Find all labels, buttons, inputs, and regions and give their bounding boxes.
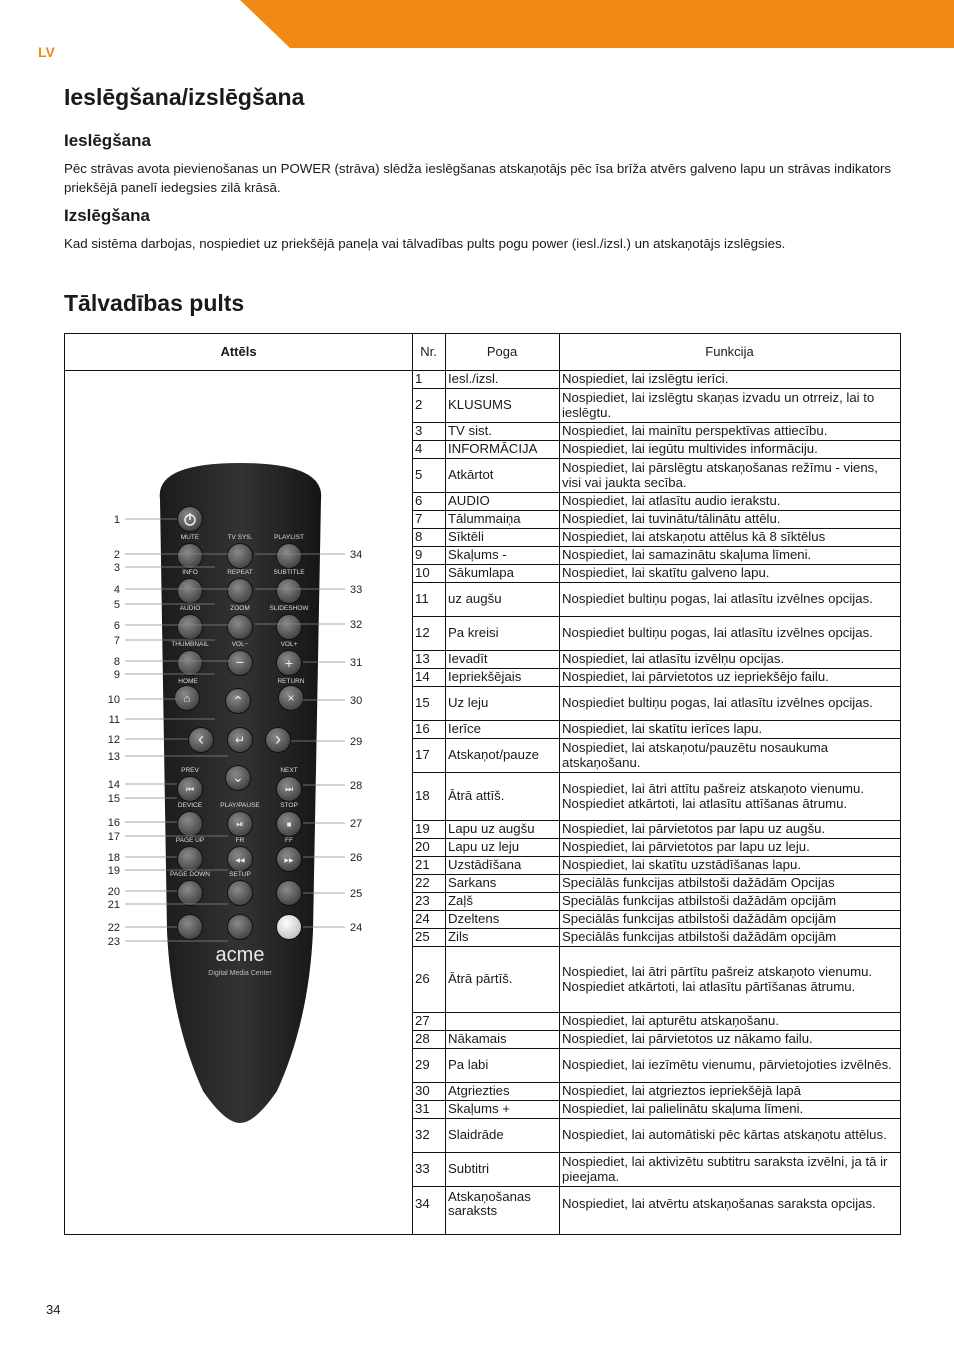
callout-right-29: 29	[350, 736, 363, 748]
row-button: Ievadīt	[448, 651, 488, 667]
row-nr: 21	[415, 857, 430, 873]
row-button: Slaidrāde	[448, 1127, 504, 1143]
row-button: Sīktēli	[448, 529, 484, 545]
remote-label-thumbnail: THUMBNAIL	[171, 641, 209, 648]
row-nr: 7	[415, 511, 423, 527]
remote-label-slideshow: SLIDESHOW	[269, 605, 309, 612]
plus-icon: +	[284, 655, 294, 671]
table-row	[412, 739, 900, 773]
row-function: Nospiediet, lai atlasītu audio ierakstu.	[562, 493, 781, 509]
row-function: Nospiediet, lai izslēgtu skaņas izvadu un otrreiz, lai to ieslēgtu.	[562, 390, 875, 420]
row-nr: 3	[415, 423, 423, 439]
row-function: Nospiediet, lai mainītu perspektīvas attiecību.	[562, 423, 828, 439]
row-button: Skaļums +	[448, 1101, 510, 1117]
row-function: Nospiediet, lai skatītu ierīces lapu.	[562, 721, 763, 737]
header-nr: Nr.	[420, 344, 437, 359]
model-name: Digital Media Center	[208, 970, 272, 977]
row-button: INFORMĀCIJA	[448, 441, 538, 457]
row-function: Nospiediet, lai palielinātu skaļuma līmeni.	[562, 1101, 804, 1117]
table-row	[412, 1153, 900, 1187]
table-row	[412, 371, 900, 389]
row-nr: 12	[415, 625, 430, 641]
remote-title: Tālvadības pults	[64, 290, 245, 316]
callout-left-2: 2	[113, 549, 120, 561]
table-row	[412, 1101, 900, 1119]
remote-button-yellow	[277, 915, 302, 940]
row-nr: 30	[415, 1083, 430, 1099]
remote-button-audio	[178, 615, 203, 640]
row-function: Speciālās funkcijas atbilstoši dažādām Opcijas	[562, 875, 835, 891]
remote-control-illustration	[65, 371, 412, 1235]
callout-left-15: 15	[107, 793, 120, 805]
row-button: Atgriezties	[448, 1083, 510, 1099]
table-row	[412, 617, 900, 651]
table-row	[412, 669, 900, 687]
remote-label-device: DEVICE	[177, 802, 203, 809]
table-row	[412, 493, 900, 511]
callout-left-11: 11	[108, 714, 120, 726]
row-function: Nospiediet, lai pārvietotos par lapu uz leju.	[562, 839, 810, 855]
remote-label-return: RETURN	[277, 678, 305, 685]
row-button: Atkārtot	[448, 467, 494, 483]
table-row	[412, 929, 900, 947]
remote-label-next: NEXT	[280, 767, 298, 774]
row-nr: 22	[415, 875, 430, 891]
row-nr: 34	[415, 1195, 430, 1211]
table-row	[412, 1049, 900, 1083]
callout-left-12: 12	[107, 734, 120, 746]
table-row	[412, 893, 900, 911]
remote-label-fr: FR	[235, 837, 245, 844]
row-nr: 24	[415, 911, 430, 927]
row-function: Nospiediet, lai pārvietotos uz iepriekšējo failu.	[562, 669, 829, 685]
callout-left-1: 1	[113, 514, 120, 526]
row-function: Nospiediet, lai atskaņotu attēlus kā 8 sīktēlus	[562, 529, 826, 545]
row-button: Lapu uz augšu	[448, 821, 535, 837]
header-button: Poga	[486, 344, 518, 359]
row-button: Uzstādīšana	[448, 857, 522, 873]
row-nr: 26	[415, 971, 430, 987]
callout-right-24: 24	[350, 922, 363, 934]
row-function: Nospiediet bultiņu pogas, lai atlasītu izvēlnes opcijas.	[562, 591, 873, 607]
next-icon: ⏭	[284, 784, 294, 794]
header-picture: Attēls	[220, 344, 257, 359]
row-nr: 2	[415, 397, 423, 413]
table-row	[412, 1013, 900, 1031]
table-row	[412, 583, 900, 617]
enter-icon: ↵	[234, 733, 246, 747]
row-nr: 13	[415, 651, 430, 667]
remote-label-repeat: REPEAT	[227, 569, 253, 576]
table-row	[412, 687, 900, 721]
remote-button-red	[178, 915, 203, 940]
table-row	[412, 441, 900, 459]
row-button: Nākamais	[448, 1031, 507, 1047]
row-button: Skaļums -	[448, 547, 507, 563]
callout-right-32: 32	[350, 619, 363, 631]
row-nr: 4	[415, 441, 423, 457]
row-nr: 6	[415, 493, 423, 509]
row-nr: 15	[415, 695, 430, 711]
row-nr: 1	[415, 371, 423, 387]
row-button: Sākumlapa	[448, 565, 514, 581]
table-row	[412, 529, 900, 547]
callout-left-22: 22	[107, 922, 120, 934]
row-button: Uz leju	[448, 695, 489, 711]
row-function: Nospiediet, lai izslēgtu ierīci.	[562, 371, 729, 387]
remote-button-green	[228, 915, 253, 940]
play-pause-icon: ⏯	[236, 819, 244, 829]
row-function: Nospiediet, lai iegūtu multivides informāciju.	[562, 441, 818, 457]
section-text-off: Kad sistēma darbojas, nospiediet uz priekšējā paneļa vai tālvadības pults pogu power (iesl./izsl.) un atskaņotājs izslēgsies.	[64, 236, 786, 251]
remote-label-tvsys: TV SYS.	[227, 534, 253, 541]
table-row	[412, 947, 900, 1013]
row-button: Pa labi	[448, 1057, 489, 1073]
callout-right-30: 30	[350, 695, 363, 707]
row-function: Nospiediet, lai atvērtu atskaņošanas saraksta opcijas.	[562, 1195, 876, 1211]
table-row	[412, 875, 900, 893]
fast-forward-icon: ▶▶	[284, 858, 294, 864]
callout-left-13: 13	[107, 751, 120, 763]
row-function: Nospiediet, lai atlasītu izvēlņu opcijas.	[562, 651, 785, 667]
row-nr: 20	[415, 839, 430, 855]
callout-right-33: 33	[350, 584, 363, 596]
row-button: KLUSUMS	[448, 397, 512, 413]
callout-left-6: 6	[113, 620, 120, 632]
callout-right-28: 28	[350, 780, 363, 792]
remote-label-pagedown: PAGE DOWN	[170, 871, 210, 878]
callout-left-23: 23	[107, 936, 120, 948]
row-button	[445, 1013, 559, 1030]
row-nr: 11	[415, 591, 429, 607]
callout-right-34: 34	[350, 549, 363, 561]
remote-label-setup: SETUP	[229, 871, 251, 878]
row-nr: 10	[415, 565, 430, 581]
row-function: Nospiediet, lai skatītu uzstādīšanas lapu.	[562, 857, 801, 873]
right-arrow-icon: ›	[275, 729, 281, 749]
remote-label-playlist: PLAYLIST	[274, 534, 304, 541]
row-nr: 33	[415, 1161, 430, 1177]
prev-icon: ⏮	[185, 784, 195, 794]
row-nr: 14	[415, 669, 430, 685]
remote-button-zoom	[228, 615, 253, 640]
callout-left-21: 21	[107, 899, 120, 911]
page-title: Ieslēgšana/izslēgšana	[64, 84, 305, 110]
table-row	[412, 857, 900, 875]
callout-left-19: 19	[107, 865, 120, 877]
table-row	[412, 1031, 900, 1049]
row-function: Nospiediet bultiņu pogas, lai atlasītu izvēlnes opcijas.	[562, 625, 873, 641]
row-button: Zaļš	[448, 893, 473, 909]
remote-label-home: HOME	[178, 678, 198, 685]
return-icon: ×	[287, 691, 295, 705]
row-function: Speciālās funkcijas atbilstoši dažādām opcijām	[562, 893, 837, 909]
remote-button-device	[178, 812, 203, 837]
row-nr: 17	[415, 747, 430, 763]
row-function: Nospiediet, lai atskaņotu/pauzētu nosaukuma atskaņošanu.	[562, 740, 829, 770]
section-heading-on: Ieslēgšana	[64, 131, 151, 150]
row-button: uz augšu	[448, 591, 502, 607]
row-function: Speciālās funkcijas atbilstoši dažādām opcijām	[562, 911, 837, 927]
row-button: Subtitri	[448, 1161, 490, 1177]
header-function: Funkcija	[705, 344, 754, 359]
remote-button-playlist	[277, 544, 302, 569]
row-function: Nospiediet, lai pārvietotos par lapu uz augšu.	[562, 821, 826, 837]
row-function: Nospiediet, lai apturētu atskaņošanu.	[562, 1013, 780, 1029]
remote-button-pageup	[178, 847, 203, 872]
left-arrow-icon: ‹	[198, 729, 204, 749]
section-heading-off: Izslēgšana	[64, 206, 150, 225]
remote-button-blank	[277, 881, 302, 906]
row-button: TV sist.	[448, 423, 492, 439]
row-function: Nospiediet, lai tuvinātu/tālinātu attēlu.	[562, 511, 781, 527]
table-row	[412, 511, 900, 529]
row-button: Ātrā attīš.	[448, 788, 505, 804]
remote-label-zoom: ZOOM	[230, 605, 250, 612]
row-function: Nospiediet bultiņu pogas, lai atlasītu izvēlnes opcijas.	[562, 695, 873, 711]
row-function: Nospiediet, lai ātri attītu pašreiz atskaņoto vienumu. Nospiediet atkārtoti, lai atlasītu attīšanas ātrumu.	[562, 781, 865, 811]
row-nr: 31	[415, 1101, 430, 1117]
row-button: Sarkans	[448, 875, 497, 891]
callout-left-5: 5	[113, 599, 120, 611]
table-row	[412, 821, 900, 839]
up-arrow-icon: ⌃	[232, 693, 244, 709]
table-row	[412, 459, 900, 493]
callout-left-17: 17	[107, 831, 120, 843]
callout-right-31: 31	[350, 657, 363, 669]
callout-left-20: 20	[107, 886, 120, 898]
down-arrow-icon: ⌄	[232, 769, 244, 785]
row-function: Nospiediet, lai pārvietotos uz nākamo failu.	[562, 1031, 813, 1047]
table-row	[412, 1083, 900, 1101]
callout-right-27: 27	[350, 818, 363, 830]
row-nr: 29	[415, 1057, 430, 1073]
minus-icon: −	[235, 654, 245, 670]
rewind-icon: ◀◀	[235, 858, 245, 864]
row-function: Nospiediet, lai atgrieztos iepriekšējā lapā	[562, 1083, 801, 1099]
remote-button-setup	[228, 881, 253, 906]
row-function: Nospiediet, lai ātri pārtītu pašreiz atskaņoto vienumu. Nospiediet atkārtoti, lai atlasītu pārtīšanas ātrumu.	[562, 964, 873, 994]
row-button: Dzeltens	[448, 911, 500, 927]
row-button: Iepriekšējais	[448, 669, 522, 685]
row-nr: 23	[415, 893, 430, 909]
remote-label-voldown: VOL−	[231, 641, 249, 648]
row-function: Nospiediet, lai pārslēgtu atskaņošanas režīmu - viens, visi vai jaukta secība.	[562, 460, 878, 490]
row-button: Tālummaiņa	[448, 511, 521, 527]
callout-left-9: 9	[113, 669, 120, 681]
table-row	[412, 773, 900, 821]
row-nr: 25	[415, 929, 430, 945]
table-row	[412, 565, 900, 583]
language-tag: LV	[38, 44, 55, 60]
callout-left-4: 4	[113, 584, 120, 596]
table-row	[412, 721, 900, 739]
row-button: Atskaņot/pauze	[448, 747, 539, 763]
remote-label-audio: AUDIO	[179, 605, 201, 612]
row-function: Nospiediet, lai skatītu galveno lapu.	[562, 565, 770, 581]
orange-corner-banner	[0, 0, 954, 50]
row-nr: 5	[415, 467, 423, 483]
table-row	[412, 839, 900, 857]
remote-table	[64, 333, 901, 1235]
row-nr: 16	[415, 721, 430, 737]
callout-left-8: 8	[113, 656, 120, 668]
callout-right-25: 25	[350, 888, 363, 900]
callout-left-18: 18	[107, 852, 120, 864]
remote-button-subtitle	[277, 579, 302, 604]
remote-button-mute	[178, 544, 203, 569]
section-text-on: Pēc strāvas avota pievienošanas un POWER (strāva) slēdža ieslēgšanas atskaņotājs pēc īsa brīža atvērs galveno lapu un strāvas indikators priekšējā panelī iedegsies zilā krāsā.	[64, 161, 892, 195]
table-row	[412, 911, 900, 929]
page-number: 34	[46, 1302, 61, 1317]
row-nr: 9	[415, 547, 423, 563]
table-row	[412, 651, 900, 669]
row-button: Atskaņošanas saraksts	[448, 1188, 531, 1218]
row-function: Speciālās funkcijas atbilstoši dažādām opcijām	[562, 929, 837, 945]
remote-label-playpause: PLAY/PAUSE	[220, 802, 260, 809]
row-button: Pa kreisi	[448, 625, 499, 641]
remote-button-info	[178, 579, 203, 604]
row-button: AUDIO	[448, 493, 490, 509]
table-row	[412, 389, 900, 423]
table-row	[412, 547, 900, 565]
callout-left-3: 3	[113, 562, 120, 574]
remote-label-pageup: PAGE UP	[175, 837, 205, 844]
row-function: Nospiediet, lai automātiski pēc kārtas atskaņotu attēlus.	[562, 1127, 887, 1143]
brand-logo: acme	[215, 944, 265, 966]
table-row	[412, 1187, 900, 1221]
callout-left-10: 10	[107, 694, 120, 706]
table-row	[412, 423, 900, 441]
remote-label-mute: MUTE	[180, 534, 200, 541]
callout-left-14: 14	[107, 779, 120, 791]
table-row	[412, 1119, 900, 1153]
remote-label-stop: STOP	[280, 802, 298, 809]
row-nr: 28	[415, 1031, 430, 1047]
stop-icon: ■	[286, 820, 292, 829]
remote-button-slideshow	[277, 615, 302, 640]
table-header	[65, 334, 900, 371]
row-button: Ierīce	[448, 721, 481, 737]
row-button: Ātrā pārtīš.	[448, 971, 513, 987]
callout-left-16: 16	[107, 817, 120, 829]
callout-right-26: 26	[350, 852, 363, 864]
remote-picture-cell	[65, 371, 412, 1234]
row-button: Iesl./izsl.	[448, 371, 499, 387]
row-function: Nospiediet, lai iezīmētu vienumu, pārvietojoties izvēlnēs.	[562, 1057, 892, 1073]
row-function: Nospiediet, lai aktivizētu subtitru saraksta izvēlni, ja tā ir pieejama.	[562, 1154, 888, 1184]
row-nr: 8	[415, 529, 423, 545]
row-nr: 27	[415, 1013, 430, 1029]
remote-label-ff: FF	[285, 837, 293, 844]
row-function: Nospiediet, lai samazinātu skaļuma līmeni.	[562, 547, 812, 563]
remote-label-volup: VOL+	[280, 641, 298, 648]
remote-label-prev: PREV	[181, 767, 199, 774]
row-button: Zils	[448, 929, 469, 945]
callout-left-7: 7	[113, 635, 120, 647]
row-button: Lapu uz leju	[448, 839, 520, 855]
remote-label-info: INFO	[182, 569, 198, 576]
remote-button-pagedown	[178, 881, 203, 906]
home-icon: ⌂	[183, 693, 191, 705]
row-nr: 32	[415, 1127, 430, 1143]
row-nr: 19	[415, 821, 430, 837]
remote-label-subtitle: SUBTITLE	[273, 569, 305, 576]
remote-button-repeat	[228, 579, 253, 604]
remote-button-thumbnail	[178, 651, 203, 676]
remote-button-tvsys	[228, 544, 253, 569]
row-nr: 18	[415, 788, 430, 804]
